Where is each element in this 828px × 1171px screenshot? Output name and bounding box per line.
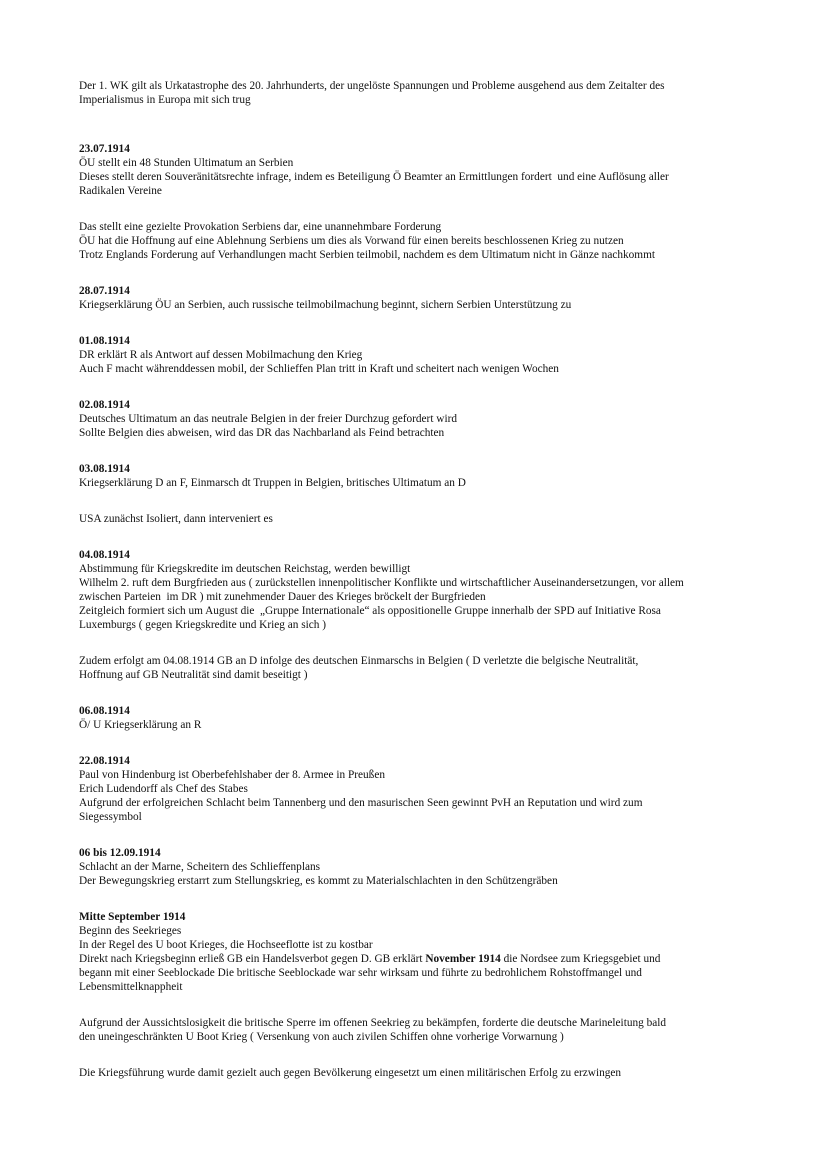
entry-06-08-1914 <box>79 704 769 732</box>
conclusion-paragraph <box>79 1066 769 1080</box>
text-line: Lebensmittelknappheit <box>79 981 183 993</box>
text-line: Das stellt eine gezielte Provokation Serbiens dar, eine unannehmbare Forderung <box>79 221 442 233</box>
text-line: Luxemburgs ( gegen Kriegskredite und Krieg an sich ) <box>79 619 326 631</box>
entry-date: 28.07.1914 <box>79 285 130 297</box>
text-line: Aufgrund der erfolgreichen Schlacht beim Tannenberg und den masurischen Seen gewinnt PvH an Reputation und wird zum <box>79 797 643 809</box>
text-line: Paul von Hindenburg ist Oberbefehlshaber der 8. Armee in Preußen <box>79 769 385 781</box>
text-line: begann mit einer Seeblockade Die britische Seeblockade war sehr wirksam und führte zu bedrohlichem Rohstoffmangel und <box>79 967 642 979</box>
entry-date: 01.08.1914 <box>79 335 130 347</box>
entry-04-08-1914 <box>79 548 769 632</box>
bold-date: November 1914 <box>425 953 501 965</box>
text-line: Aufgrund der Aussichtslosigkeit die britische Sperre im offenen Seekrieg zu bekämpfen, forderte die deutsche Marineleitung bald <box>79 1017 667 1029</box>
text-line: Kriegserklärung ÖU an Serbien, auch russische teilmobilmachung beginnt, sichern Serbien Unterstützung zu <box>79 299 572 311</box>
entry-02-08-1914 <box>79 398 769 440</box>
text-line: Zudem erfolgt am 04.08.1914 GB an D infolge des deutschen Einmarschs in Belgien ( D verletzte die belgische Neutralität, <box>79 655 639 667</box>
gb-declaration-paragraph <box>79 654 769 682</box>
text-line: ÖU hat die Hoffnung auf eine Ablehnung Serbiens um dies als Vorwand für einen bereits beschlossenen Krieg zu nutzen <box>79 235 624 247</box>
text-line <box>79 952 769 966</box>
text-line: Wilhelm 2. ruft dem Burgfrieden aus ( zurückstellen innenpolitischer Konflikte und wirtschaftlicher Auseinandersetzungen, vor allem <box>79 577 684 589</box>
text-line: zwischen Parteien im DR ) mit zunehmender Dauer des Krieges bröckelt der Burgfrieden <box>79 591 486 603</box>
text-line: Imperialismus in Europa mit sich trug <box>79 94 251 106</box>
entry-date: 04.08.1914 <box>79 549 130 561</box>
entry-01-08-1914 <box>79 334 769 376</box>
text-line: Dieses stellt deren Souveränitätsrechte infrage, indem es Beteiligung Ö Beamter an Ermittlungen fordert und eine Auflösung aller <box>79 171 669 183</box>
provocation-paragraph <box>79 220 769 262</box>
text-line: ÖU stellt ein 48 Stunden Ultimatum an Serbien <box>79 157 294 169</box>
text-line: Hoffnung auf GB Neutralität sind damit beseitigt ) <box>79 669 308 681</box>
text-line: den uneingeschränkten U Boot Krieg ( Versenkung von auch zivilen Schiffen ohne vorherige Vorwarnung ) <box>79 1031 564 1043</box>
usa-paragraph <box>79 512 769 526</box>
entry-22-08-1914 <box>79 754 769 824</box>
text-line: Ö/ U Kriegserklärung an R <box>79 719 202 731</box>
uboot-paragraph <box>79 1016 769 1044</box>
text-run: die Nordsee zum Kriegsgebiet und <box>500 953 661 965</box>
text-line: Deutsches Ultimatum an das neutrale Belgien in der freier Durchzug gefordert wird <box>79 413 457 425</box>
entry-date: 06.08.1914 <box>79 705 130 717</box>
text-line: Sollte Belgien dies abweisen, wird das DR das Nachbarland als Feind betrachten <box>79 427 445 439</box>
text-line: Zeitgleich formiert sich um August die „Gruppe Internationale“ als oppositionelle Gruppe innerhalb der SPD auf Initiative Rosa <box>79 605 661 617</box>
entry-date: 06 bis 12.09.1914 <box>79 847 161 859</box>
entry-23-07-1914 <box>79 142 769 198</box>
entry-date: 23.07.1914 <box>79 143 130 155</box>
entry-date: 22.08.1914 <box>79 755 130 767</box>
entry-date: 02.08.1914 <box>79 399 130 411</box>
entry-03-08-1914 <box>79 462 769 490</box>
text-line: In der Regel des U boot Krieges, die Hochseeflotte ist zu kostbar <box>79 939 373 951</box>
entry-date: 03.08.1914 <box>79 463 130 475</box>
text-line: DR erklärt R als Antwort auf dessen Mobilmachung den Krieg <box>79 349 363 361</box>
text-run: Direkt nach Kriegsbeginn erließ GB ein Handelsverbot gegen D. GB erklärt <box>79 953 426 965</box>
entry-date: Mitte September 1914 <box>79 911 186 923</box>
text-line: Die Kriegsführung wurde damit gezielt auch gegen Bevölkerung eingesetzt um einen militärischen Erfolg zu erzwingen <box>79 1067 622 1079</box>
text-line: Kriegserklärung D an F, Einmarsch dt Truppen in Belgien, britisches Ultimatum an D <box>79 477 466 489</box>
text-line: Schlacht an der Marne, Scheitern des Schlieffenplans <box>79 861 321 873</box>
text-line: Der 1. WK gilt als Urkatastrophe des 20. Jahrhunderts, der ungelöste Spannungen und Probleme ausgehend aus dem Zeitalter des <box>79 80 665 92</box>
text-line: Trotz Englands Forderung auf Verhandlungen macht Serbien teilmobil, nachdem es dem Ultimatum nicht in Gänze nachkommt <box>79 249 656 261</box>
text-line: Auch F macht währenddessen mobil, der Schlieffen Plan tritt in Kraft und scheitert nach wenigen Wochen <box>79 363 559 375</box>
entry-06-12-09-1914 <box>79 846 769 888</box>
text-line: Beginn des Seekrieges <box>79 925 182 937</box>
text-line: Siegessymbol <box>79 811 142 823</box>
document-page <box>79 79 769 1080</box>
intro-paragraph <box>79 79 769 107</box>
text-line: Erich Ludendorff als Chef des Stabes <box>79 783 248 795</box>
text-line: Der Bewegungskrieg erstarrt zum Stellungskrieg, es kommt zu Materialschlachten in den Schützengräben <box>79 875 558 887</box>
entry-28-07-1914 <box>79 284 769 312</box>
entry-mitte-september-1914 <box>79 910 769 994</box>
text-line: USA zunächst Isoliert, dann interveniert es <box>79 513 273 525</box>
text-line: Radikalen Vereine <box>79 185 162 197</box>
text-line: Abstimmung für Kriegskredite im deutschen Reichstag, werden bewilligt <box>79 563 411 575</box>
